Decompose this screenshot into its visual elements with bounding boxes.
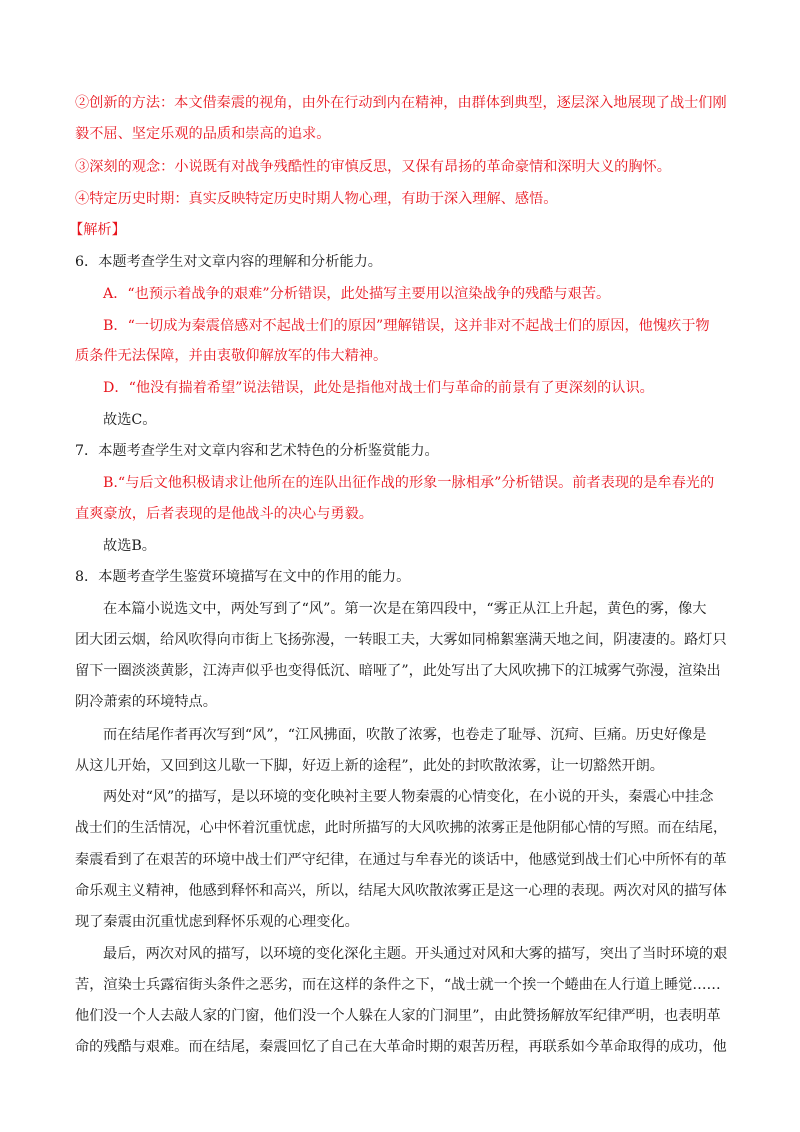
- q6-option-b-line-2: 质条件无法保障，并由衷敬仰解放军的伟大精神。: [75, 348, 388, 364]
- q8-heading: 8．本题考查学生鉴赏环境描写在文中的作用的能力。: [75, 569, 411, 585]
- q8-para4-line-3: 他们没一个人去敲人家的门窗，他们没一个人躲在人家的门洞里”，由此赞扬解放军纪律严明，也表明革: [75, 1008, 721, 1024]
- q7-answer: 故选B。: [103, 538, 156, 554]
- q8-para1-line-1: 在本篇小说选文中，两处写到了“风”。第一次是在第四段中，“雾正从江上升起，黄色的雾，像大: [103, 601, 707, 617]
- q6-heading: 6．本题考查学生对文章内容的理解和分析能力。: [75, 254, 382, 270]
- q8-para3-line-1: 两处对“风”的描写，是以环境的变化映衬主要人物秦震的心情变化，在小说的开头，秦震心中挂念: [103, 789, 714, 805]
- q8-para3-line-5: 现了秦震由沉重忧虑到释怀乐观的心理变化。: [75, 914, 359, 930]
- q7-heading: 7．本题考查学生对文章内容和艺术特色的分析鉴赏能力。: [75, 443, 439, 459]
- q8-para1-line-2: 团大团云烟，给风吹得向市街上飞扬弥漫，一转眼工夫，大雾如同棉絮塞满天地之间，阴凄凄的。路灯只: [75, 632, 727, 648]
- q8-para2-line-1: 而在结尾作者再次写到“风”，“江风拂面，吹散了浓雾，也卷走了耻辱、沉疴、巨痛。历史好像是: [103, 727, 707, 743]
- answer-point-3: ③深刻的观念：小说既有对战争残酷性的审慎反思，又保有昂扬的革命豪情和深明大义的胸怀。: [75, 159, 671, 175]
- q8-para3-line-4: 命乐观主义精神，他感到释怀和高兴，所以，结尾大风吹散浓雾正是这一心理的表现。两次对风的描写体: [75, 883, 727, 899]
- q8-para4-line-1: 最后，两次对风的描写，以环境的变化深化主题。开头通过对风和大雾的描写，突出了当时环境的艰: [103, 946, 728, 962]
- analysis-heading: 【解析】: [69, 222, 126, 238]
- q7-option-b-line-1: B.“与后文他积极请求让他所在的连队出征作战的形象一脉相承”分析错误。前者表现的是牟春光的: [103, 475, 715, 491]
- q6-option-b-line-1: B．“一切成为秦震倍感对不起战士们的原因”理解错误，这并非对不起战士们的原因，他愧疚于物: [103, 318, 710, 334]
- q8-para4-line-4: 命的残酷与艰难。而在结尾，秦震回忆了自己在大革命时期的艰苦历程，再联系如今革命取得的成功，他: [75, 1039, 727, 1055]
- q6-option-d: D．“他没有揣着希望”说法错误，此处是指他对战士们与革命的前景有了更深刻的认识。: [103, 380, 654, 396]
- answer-point-2-line-2: 毅不屈、坚定乐观的品质和崇高的追求。: [75, 126, 331, 142]
- q8-para3-line-3: 秦震看到了在艰苦的环境中战士们严守纪律，在通过与牟春光的谈话中，他感觉到战士们心中所怀有的革: [75, 852, 727, 868]
- q8-para1-line-4: 阴冷萧索的环境特点。: [75, 694, 217, 710]
- q6-option-a: A．“也预示着战争的艰难”分析错误，此处描写主要用以渲染战争的残酷与艰苦。: [103, 286, 611, 302]
- answer-point-2-line-1: ②创新的方法：本文借秦震的视角，由外在行动到内在精神，由群体到典型，逐层深入地展现了战士们刚: [75, 95, 727, 111]
- q8-para1-line-3: 留下一圈淡淡黄影，江涛声似乎也变得低沉、暗哑了”，此处写出了大风吹拂下的江城雾气弥漫，渲染出: [75, 663, 721, 679]
- answer-point-4: ④特定历史时期：真实反映特定历史时期人物心理，有助于深入理解、感悟。: [75, 191, 558, 207]
- q8-para3-line-2: 战士们的生活情况，心中怀着沉重忧虑，此时所描写的大风吹拂的浓雾正是他阴郁心情的写照。而在结尾，: [75, 820, 727, 836]
- q6-answer: 故选C。: [103, 412, 157, 428]
- q7-option-b-line-2: 直爽豪放，后者表现的是他战斗的决心与勇毅。: [75, 506, 373, 522]
- q8-para2-line-2: 从这儿开始，又回到这儿歇一下脚，好迈上新的途程”，此处的封吹散浓雾，让一切豁然开朗。: [75, 758, 664, 774]
- q8-para4-line-2: 苦，渲染士兵露宿街头条件之恶劣，而在这样的条件之下，“战士就一个挨一个蜷曲在人行道上睡觉……: [75, 977, 721, 993]
